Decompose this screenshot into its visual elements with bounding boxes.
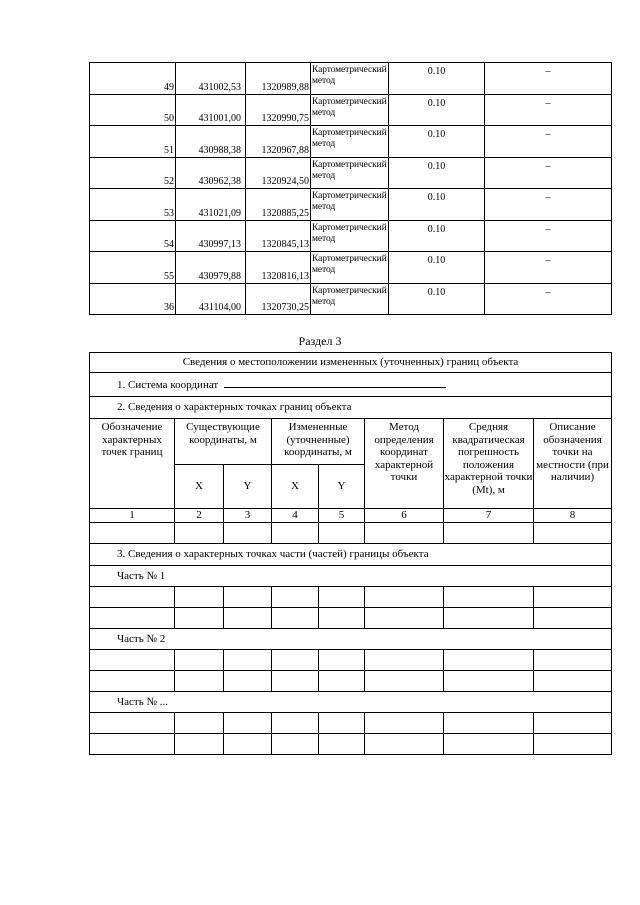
method-cell: Картометрический метод [311, 283, 389, 315]
empty-row [90, 713, 612, 734]
coordinate-row [90, 252, 612, 284]
coordinate-row [90, 126, 612, 158]
y-coordinate: 1320967,88 [246, 126, 311, 158]
accuracy-cell: 0.10 [389, 63, 485, 95]
x-coordinate: 431021,09 [176, 189, 246, 221]
empty-row [90, 523, 612, 544]
part-title: Часть № ... [90, 692, 612, 713]
x-coordinate: 430962,38 [176, 157, 246, 189]
section-title: Раздел 3 [298, 334, 342, 348]
coordinate-system-label: 1. Система координат [117, 379, 219, 392]
y-coordinate: 1320845,13 [246, 220, 311, 252]
header-method: Метод определения координат характерной точки [365, 419, 444, 509]
description-cell: – [485, 63, 612, 95]
description-cell: – [485, 189, 612, 221]
description-cell: – [485, 94, 612, 126]
form-title: Сведения о местоположении измененных (уточненных) границ объекта [90, 353, 612, 373]
header-existing-x: X [175, 465, 224, 509]
header-designation: Обозначение характерных точек границ [90, 419, 175, 509]
header-existing-coordinates: Существующие координаты, м [175, 419, 272, 465]
header-existing-y: Y [224, 465, 272, 509]
part-title: Часть № 2 [90, 629, 612, 650]
description-cell: – [485, 157, 612, 189]
description-cell: – [485, 283, 612, 315]
header-accuracy: Средняя квадратическая погрешность положения характерной точки (Мt), м [444, 419, 534, 509]
header-changed-y: Y [319, 465, 365, 509]
column-numbers-row [90, 509, 612, 523]
coordinate-system-row [90, 373, 612, 397]
column-number: 2 [175, 509, 224, 523]
x-coordinate: 430988,38 [176, 126, 246, 158]
x-coordinate: 431002,53 [176, 63, 246, 95]
empty-row [90, 587, 612, 608]
coordinate-row [90, 63, 612, 95]
column-number: 6 [365, 509, 444, 523]
column-number: 3 [224, 509, 272, 523]
header-description: Описание обозначения точки на местности (при наличии) [534, 419, 612, 509]
column-number: 4 [272, 509, 319, 523]
points-section-title: 2. Сведения о характерных точках границ объекта [90, 397, 612, 419]
column-number: 1 [90, 509, 175, 523]
y-coordinate: 1320989,88 [246, 63, 311, 95]
y-coordinate: 1320885,25 [246, 189, 311, 221]
point-number: 50 [90, 94, 176, 126]
y-coordinate: 1320816,13 [246, 252, 311, 284]
method-cell: Картометрический метод [311, 94, 389, 126]
x-coordinate: 430997,13 [176, 220, 246, 252]
description-cell: – [485, 220, 612, 252]
x-coordinate: 431104,00 [176, 283, 246, 315]
coordinate-row [90, 94, 612, 126]
coordinate-row [90, 283, 612, 315]
coordinates-table [89, 62, 612, 315]
empty-row [90, 608, 612, 629]
coordinate-system-blank-line [224, 377, 446, 388]
method-cell: Картометрический метод [311, 157, 389, 189]
y-coordinate: 1320924,50 [246, 157, 311, 189]
method-cell: Картометрический метод [311, 63, 389, 95]
empty-row [90, 671, 612, 692]
coordinate-row [90, 220, 612, 252]
accuracy-cell: 0.10 [389, 126, 485, 158]
point-number: 54 [90, 220, 176, 252]
part-title: Часть № 1 [90, 566, 612, 587]
point-number: 36 [90, 283, 176, 315]
parts-section-title: 3. Сведения о характерных точках части (частей) границы объекта [90, 544, 612, 566]
accuracy-cell: 0.10 [389, 157, 485, 189]
method-cell: Картометрический метод [311, 189, 389, 221]
y-coordinate: 1320730,25 [246, 283, 311, 315]
header-changed-coordinates: Измененные (уточненные) координаты, м [272, 419, 365, 465]
accuracy-cell: 0.10 [389, 252, 485, 284]
point-number: 51 [90, 126, 176, 158]
description-cell: – [485, 252, 612, 284]
point-number: 52 [90, 157, 176, 189]
column-number: 7 [444, 509, 534, 523]
method-cell: Картометрический метод [311, 252, 389, 284]
point-number: 49 [90, 63, 176, 95]
coordinate-row [90, 157, 612, 189]
x-coordinate: 430979,88 [176, 252, 246, 284]
accuracy-cell: 0.10 [389, 189, 485, 221]
point-number: 55 [90, 252, 176, 284]
method-cell: Картометрический метод [311, 126, 389, 158]
method-cell: Картометрический метод [311, 220, 389, 252]
accuracy-cell: 0.10 [389, 283, 485, 315]
section3-form-table [89, 352, 612, 755]
empty-row [90, 734, 612, 755]
y-coordinate: 1320990,75 [246, 94, 311, 126]
column-number: 8 [534, 509, 612, 523]
empty-row [90, 650, 612, 671]
header-changed-x: X [272, 465, 319, 509]
accuracy-cell: 0.10 [389, 220, 485, 252]
description-cell: – [485, 126, 612, 158]
coordinate-row [90, 189, 612, 221]
accuracy-cell: 0.10 [389, 94, 485, 126]
point-number: 53 [90, 189, 176, 221]
column-number: 5 [319, 509, 365, 523]
x-coordinate: 431001,00 [176, 94, 246, 126]
